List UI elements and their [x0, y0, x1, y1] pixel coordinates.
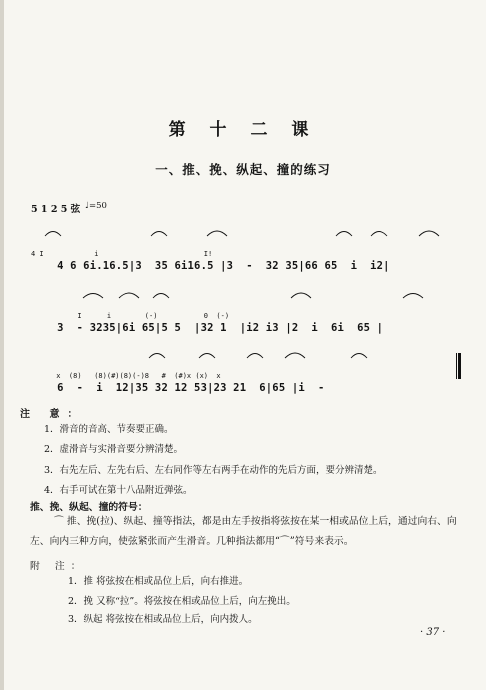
symbols-paragraph: ⌒ 推、挽(拉)、纵起、撞等指法，都是由左手按指将弦按在某一相或品位上后，通过向右、向左、向内三种方向，使弦紧张而产生滑音。几种指法都用“⌒”符号来表示。	[30, 516, 457, 547]
score-line-1-notes: 4 6 6i.16.5|3 35 6i16.5 |3 - 32 35|66 65 i i2|	[57, 260, 390, 272]
slide-arcs-line-2	[31, 286, 451, 300]
appendix-item-1: 1．推 将弦按在相或品位上后，向右推进。	[68, 576, 249, 587]
exercise-title: 一、推、挽、纵起、撞的练习	[155, 162, 331, 177]
score-line-3-notes: 6 - i 12|35 32 12 53|23 21 6|65 |i -	[57, 382, 325, 394]
score-line-1-marks: 4 I i I!	[31, 250, 213, 258]
note-item-1: 1．滑音的音高、节奏要正确。	[44, 424, 174, 435]
note-item-3: 3．右先左后、左先右后、左右同作等左右两手在动作的先后方面，要分辨清楚。	[44, 465, 383, 476]
lesson-title: 第 十 二 课	[168, 120, 318, 140]
slide-arcs-line-3	[31, 346, 451, 360]
score-line-2-marks: I i (-) 0 (-)	[31, 312, 230, 320]
score-line-3-marks: x (8) (8)(#)(8)(-)8 # (#)x (x) x	[31, 372, 221, 380]
symbols-heading: 推、挽、纵起、撞的符号：	[30, 502, 148, 513]
page-binding-shadow	[0, 0, 4, 690]
score-line-3	[31, 358, 451, 418]
notes-heading: 注 意：	[20, 409, 86, 420]
appendix-heading: 附 注：	[30, 561, 87, 572]
appendix-item-3: 3．纵起 将弦按在相或品位上后，向内拨人。	[68, 614, 258, 625]
tuning-label: 5 1 2 5 弦	[31, 204, 81, 215]
appendix-item-2: 2．挽 又称“拉”。将弦按在相或品位上后，向左挽出。	[68, 596, 296, 607]
page-number: · 37 ·	[420, 627, 446, 638]
note-item-2: 2．虚滑音与实滑音要分辨清楚。	[44, 444, 184, 455]
slide-arcs-line-1	[31, 224, 451, 238]
score-line-2-notes: 3 - 3235|6i 65|5 5 |32 1 |i2 i3 |2 i 6i 65 |	[57, 322, 384, 334]
note-item-4: 4．右手可试在第十八品附近弹弦。	[44, 485, 193, 496]
final-barline	[456, 353, 461, 379]
tempo-marking: ♩=50	[85, 201, 107, 211]
